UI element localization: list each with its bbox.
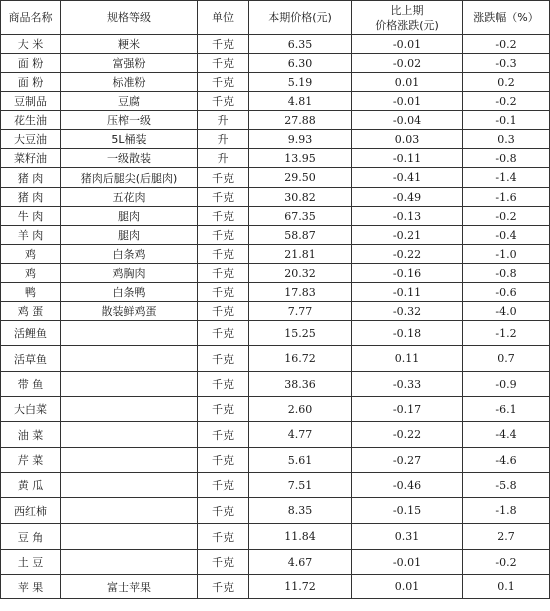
change-cell: -0.32 xyxy=(352,302,463,321)
product-name-cell: 大豆油 xyxy=(1,130,61,149)
table-row xyxy=(1,130,550,149)
header-product-name: 商品名称 xyxy=(1,1,61,35)
spec-cell: 标准粉 xyxy=(61,73,198,92)
unit-cell: 升 xyxy=(198,130,249,149)
table-row xyxy=(1,575,550,599)
unit-cell: 千克 xyxy=(198,54,249,73)
change-cell: -0.33 xyxy=(352,372,463,397)
unit-cell: 千克 xyxy=(198,524,249,550)
percent-cell: -4.6 xyxy=(463,448,550,473)
unit-cell: 千克 xyxy=(198,73,249,92)
spec-cell: 五花肉 xyxy=(61,188,198,207)
product-name-cell: 活鲤鱼 xyxy=(1,321,61,346)
header-current-price: 本期价格(元) xyxy=(249,1,352,35)
price-cell: 9.93 xyxy=(249,130,352,149)
change-cell: -0.01 xyxy=(352,35,463,54)
price-cell: 67.35 xyxy=(249,207,352,226)
product-name-cell: 面 粉 xyxy=(1,54,61,73)
table-row xyxy=(1,226,550,245)
price-cell: 38.36 xyxy=(249,372,352,397)
change-cell: -0.11 xyxy=(352,283,463,302)
product-name-cell: 猪 肉 xyxy=(1,168,61,188)
spec-cell: 散装鲜鸡蛋 xyxy=(61,302,198,321)
percent-cell: -1.0 xyxy=(463,245,550,264)
price-cell: 58.87 xyxy=(249,226,352,245)
percent-cell: -0.2 xyxy=(463,550,550,575)
table-row xyxy=(1,92,550,111)
percent-cell: -1.8 xyxy=(463,498,550,524)
change-cell: 0.11 xyxy=(352,346,463,372)
unit-cell: 升 xyxy=(198,149,249,168)
price-cell: 5.61 xyxy=(249,448,352,473)
change-cell: -0.15 xyxy=(352,498,463,524)
product-name-cell: 土 豆 xyxy=(1,550,61,575)
table-row xyxy=(1,550,550,575)
change-cell: -0.04 xyxy=(352,111,463,130)
product-name-cell: 油 菜 xyxy=(1,422,61,448)
table-row xyxy=(1,524,550,550)
table-row xyxy=(1,168,550,188)
unit-cell: 千克 xyxy=(198,321,249,346)
change-cell: 0.01 xyxy=(352,575,463,599)
percent-cell: 0.2 xyxy=(463,73,550,92)
change-cell: -0.49 xyxy=(352,188,463,207)
header-unit: 单位 xyxy=(198,1,249,35)
product-name-cell: 芹 菜 xyxy=(1,448,61,473)
product-name-cell: 鸭 xyxy=(1,283,61,302)
table-row xyxy=(1,188,550,207)
percent-cell: 0.3 xyxy=(463,130,550,149)
price-cell: 29.50 xyxy=(249,168,352,188)
spec-cell: 豆腐 xyxy=(61,92,198,111)
change-cell: 0.03 xyxy=(352,130,463,149)
change-cell: -0.21 xyxy=(352,226,463,245)
price-cell: 16.72 xyxy=(249,346,352,372)
percent-cell: -1.2 xyxy=(463,321,550,346)
product-name-cell: 鸡 xyxy=(1,245,61,264)
change-cell: -0.27 xyxy=(352,448,463,473)
unit-cell: 千克 xyxy=(198,575,249,599)
change-cell: -0.01 xyxy=(352,92,463,111)
spec-cell xyxy=(61,473,198,498)
table-row xyxy=(1,372,550,397)
table-row xyxy=(1,321,550,346)
percent-cell: -0.3 xyxy=(463,54,550,73)
unit-cell: 千克 xyxy=(198,92,249,111)
unit-cell: 千克 xyxy=(198,346,249,372)
product-name-cell: 牛 肉 xyxy=(1,207,61,226)
table-row xyxy=(1,207,550,226)
unit-cell: 千克 xyxy=(198,35,249,54)
change-cell: -0.22 xyxy=(352,245,463,264)
spec-cell: 富士苹果 xyxy=(61,575,198,599)
table-row xyxy=(1,245,550,264)
percent-cell: -4.4 xyxy=(463,422,550,448)
percent-cell: -0.2 xyxy=(463,35,550,54)
change-cell: -0.16 xyxy=(352,264,463,283)
table-row xyxy=(1,302,550,321)
percent-cell: -0.9 xyxy=(463,372,550,397)
price-cell: 30.82 xyxy=(249,188,352,207)
change-cell: -0.17 xyxy=(352,397,463,422)
price-cell: 4.77 xyxy=(249,422,352,448)
product-name-cell: 面 粉 xyxy=(1,73,61,92)
product-name-cell: 鸡 蛋 xyxy=(1,302,61,321)
spec-cell: 腿肉 xyxy=(61,226,198,245)
product-name-cell: 苹 果 xyxy=(1,575,61,599)
spec-cell: 白条鸡 xyxy=(61,245,198,264)
price-cell: 11.84 xyxy=(249,524,352,550)
price-cell: 21.81 xyxy=(249,245,352,264)
percent-cell: -0.8 xyxy=(463,149,550,168)
change-cell: -0.13 xyxy=(352,207,463,226)
table-row xyxy=(1,498,550,524)
unit-cell: 千克 xyxy=(198,245,249,264)
table-row xyxy=(1,54,550,73)
change-cell: -0.46 xyxy=(352,473,463,498)
spec-cell xyxy=(61,397,198,422)
product-name-cell: 活草鱼 xyxy=(1,346,61,372)
percent-cell: -4.0 xyxy=(463,302,550,321)
change-cell: -0.41 xyxy=(352,168,463,188)
table-row xyxy=(1,73,550,92)
percent-cell: 0.1 xyxy=(463,575,550,599)
unit-cell: 千克 xyxy=(198,473,249,498)
price-cell: 4.81 xyxy=(249,92,352,111)
product-name-cell: 西红柿 xyxy=(1,498,61,524)
unit-cell: 千克 xyxy=(198,448,249,473)
header-price-change: 比上期 价格涨跌(元) xyxy=(352,1,463,35)
percent-cell: -0.2 xyxy=(463,92,550,111)
spec-cell xyxy=(61,498,198,524)
price-cell: 5.19 xyxy=(249,73,352,92)
percent-cell: -0.4 xyxy=(463,226,550,245)
price-cell: 6.35 xyxy=(249,35,352,54)
change-cell: -0.11 xyxy=(352,149,463,168)
percent-cell: -0.1 xyxy=(463,111,550,130)
percent-cell: -6.1 xyxy=(463,397,550,422)
header-change-percent: 涨跌幅（%） xyxy=(463,1,550,35)
change-cell: -0.01 xyxy=(352,550,463,575)
product-name-cell: 黄 瓜 xyxy=(1,473,61,498)
percent-cell: 0.7 xyxy=(463,346,550,372)
change-cell: -0.22 xyxy=(352,422,463,448)
spec-cell: 一级散装 xyxy=(61,149,198,168)
header-spec-grade: 规格等级 xyxy=(61,1,198,35)
spec-cell: 鸡胸肉 xyxy=(61,264,198,283)
product-name-cell: 大白菜 xyxy=(1,397,61,422)
product-name-cell: 菜籽油 xyxy=(1,149,61,168)
percent-cell: -5.8 xyxy=(463,473,550,498)
table-row xyxy=(1,397,550,422)
price-cell: 7.77 xyxy=(249,302,352,321)
table-row xyxy=(1,283,550,302)
spec-cell xyxy=(61,422,198,448)
spec-cell xyxy=(61,321,198,346)
table-row xyxy=(1,473,550,498)
unit-cell: 千克 xyxy=(198,188,249,207)
price-cell: 17.83 xyxy=(249,283,352,302)
unit-cell: 千克 xyxy=(198,283,249,302)
price-cell: 4.67 xyxy=(249,550,352,575)
unit-cell: 千克 xyxy=(198,397,249,422)
price-cell: 15.25 xyxy=(249,321,352,346)
change-cell: 0.01 xyxy=(352,73,463,92)
unit-cell: 千克 xyxy=(198,226,249,245)
spec-cell xyxy=(61,524,198,550)
percent-cell: -1.4 xyxy=(463,168,550,188)
price-cell: 11.72 xyxy=(249,575,352,599)
spec-cell: 白条鸭 xyxy=(61,283,198,302)
change-cell: -0.18 xyxy=(352,321,463,346)
spec-cell: 压榨一级 xyxy=(61,111,198,130)
product-name-cell: 花生油 xyxy=(1,111,61,130)
spec-cell xyxy=(61,346,198,372)
product-name-cell: 猪 肉 xyxy=(1,188,61,207)
product-name-cell: 带 鱼 xyxy=(1,372,61,397)
product-name-cell: 豆制品 xyxy=(1,92,61,111)
unit-cell: 千克 xyxy=(198,168,249,188)
change-cell: 0.31 xyxy=(352,524,463,550)
table-row xyxy=(1,35,550,54)
price-cell: 27.88 xyxy=(249,111,352,130)
unit-cell: 千克 xyxy=(198,550,249,575)
spec-cell: 富强粉 xyxy=(61,54,198,73)
spec-cell: 粳米 xyxy=(61,35,198,54)
unit-cell: 升 xyxy=(198,111,249,130)
price-cell: 2.60 xyxy=(249,397,352,422)
spec-cell xyxy=(61,550,198,575)
price-cell: 13.95 xyxy=(249,149,352,168)
unit-cell: 千克 xyxy=(198,207,249,226)
table-row xyxy=(1,149,550,168)
product-name-cell: 羊 肉 xyxy=(1,226,61,245)
spec-cell: 5L桶装 xyxy=(61,130,198,149)
spec-cell: 腿肉 xyxy=(61,207,198,226)
table-row xyxy=(1,448,550,473)
spec-cell xyxy=(61,448,198,473)
spec-cell: 猪肉后腿尖(后腿肉) xyxy=(61,168,198,188)
unit-cell: 千克 xyxy=(198,422,249,448)
unit-cell: 千克 xyxy=(198,498,249,524)
header-row xyxy=(1,1,550,35)
table-row xyxy=(1,422,550,448)
percent-cell: 2.7 xyxy=(463,524,550,550)
table-row xyxy=(1,111,550,130)
percent-cell: -1.6 xyxy=(463,188,550,207)
price-cell: 7.51 xyxy=(249,473,352,498)
price-cell: 8.35 xyxy=(249,498,352,524)
product-name-cell: 鸡 xyxy=(1,264,61,283)
percent-cell: -0.6 xyxy=(463,283,550,302)
percent-cell: -0.8 xyxy=(463,264,550,283)
price-cell: 20.32 xyxy=(249,264,352,283)
price-cell: 6.30 xyxy=(249,54,352,73)
unit-cell: 千克 xyxy=(198,302,249,321)
product-name-cell: 大 米 xyxy=(1,35,61,54)
table-row xyxy=(1,264,550,283)
change-cell: -0.02 xyxy=(352,54,463,73)
unit-cell: 千克 xyxy=(198,264,249,283)
unit-cell: 千克 xyxy=(198,372,249,397)
percent-cell: -0.2 xyxy=(463,207,550,226)
table-row xyxy=(1,346,550,372)
product-name-cell: 豆 角 xyxy=(1,524,61,550)
spec-cell xyxy=(61,372,198,397)
